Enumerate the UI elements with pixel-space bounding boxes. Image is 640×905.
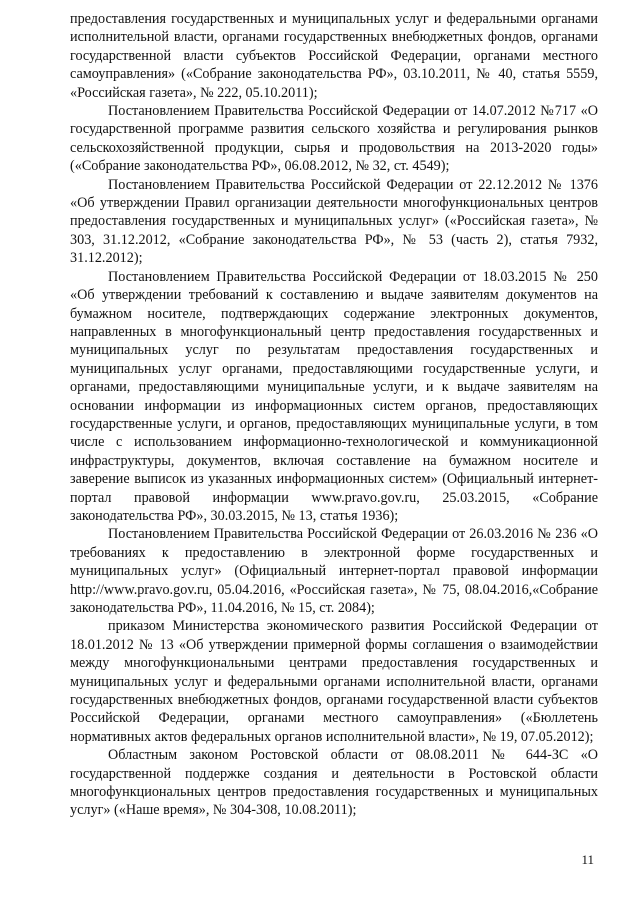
document-page <box>70 10 598 820</box>
paragraph-order-13: приказом Министерства экономического развития Российской Федерации от 18.01.2012 № 13 «Об утверждении примерной формы соглашения о взаимодействии между многофункциональными центрами предоставления государственных и муниципальных услуг и федеральными органами исполнительной власти, органами государственных внебюджетных фондов, органами государственной власти субъектов Российской Федерации, органами местного самоуправления» («Бюллетень нормативных актов федеральных органов исполнительной власти», № 19, 07.05.2012); <box>70 618 598 745</box>
paragraph-regional-law-644: Областным законом Ростовской области от 08.08.2011 № 644-ЗС «О государственной поддержке создания и деятельности в Ростовской области многофункциональных центров предоставления государственных и муниципальных услуг» («Наше время», № 304-308, 10.08.2011); <box>70 747 598 819</box>
paragraph-continuation: предоставления государственных и муниципальных услуг и федеральными органами исполнительной власти, органами государственных внебюджетных фондов, органами государственной власти субъектов Российской Федерации, органами местного самоуправления» («Собрание законодательства РФ», 03.10.2011, № 40, статья 5559, «Российская газета», № 222, 05.10.2011); <box>70 11 598 101</box>
paragraph-decree-250: Постановлением Правительства Российской Федерации от 18.03.2015 № 250 «Об утверждении требований к составлению и выдаче заявителям документов на бумажном носителе, подтверждающих содержание электронных документов, направленных в многофункциональный центр предоставления государственных и муниципальных услуг по результатам предоставления государственных и муниципальных услуг органами, предоставляющими государственные услуги, и органами, предоставляющими муниципальные услуги, и к выдаче заявителям на основании информации из информационных систем органов, предоставляющих государственные услуги, и органов, предоставляющих муниципальные услуги, в том числе с использованием информационно-технологической и коммуникационной инфраструктуры, документов, включая составление на бумажном носителе и заверение выписок из указанных информационных систем» (Официальный интернет-портал правовой информации www.pravo.gov.ru, 25.03.2015, «Собрание законодательства РФ», 30.03.2015, № 13, статья 1936); <box>70 268 598 524</box>
page-number: 11 <box>581 852 594 867</box>
paragraph-decree-717: Постановлением Правительства Российской Федерации от 14.07.2012 №717 «О государственной программе развития сельского хозяйства и регулирования рынков сельскохозяйственной продукции, сырья и продовольствия на 2013-2020 годы» («Собрание законодательства РФ», 06.08.2012, № 32, ст. 4549); <box>70 103 598 175</box>
paragraph-decree-236: Постановлением Правительства Российской Федерации от 26.03.2016 № 236 «О требованиях к предоставлению в электронной форме государственных и муниципальных услуг» (Официальный интернет-портал правовой информации http://www.pravo.gov.ru, 05.04.2016, «Российская газета», № 75, 08.04.2016,«Собрание законодательства РФ», 11.04.2016, № 15, ст. 2084); <box>70 526 598 616</box>
paragraph-decree-1376: Постановлением Правительства Российской Федерации от 22.12.2012 № 1376 «Об утверждении Правил организации деятельности многофункциональных центров предоставления государственных и муниципальных услуг» («Российская газета», № 303, 31.12.2012, «Собрание законодательства РФ», № 53 (часть 2), статья 7932, 31.12.2012); <box>70 176 598 267</box>
